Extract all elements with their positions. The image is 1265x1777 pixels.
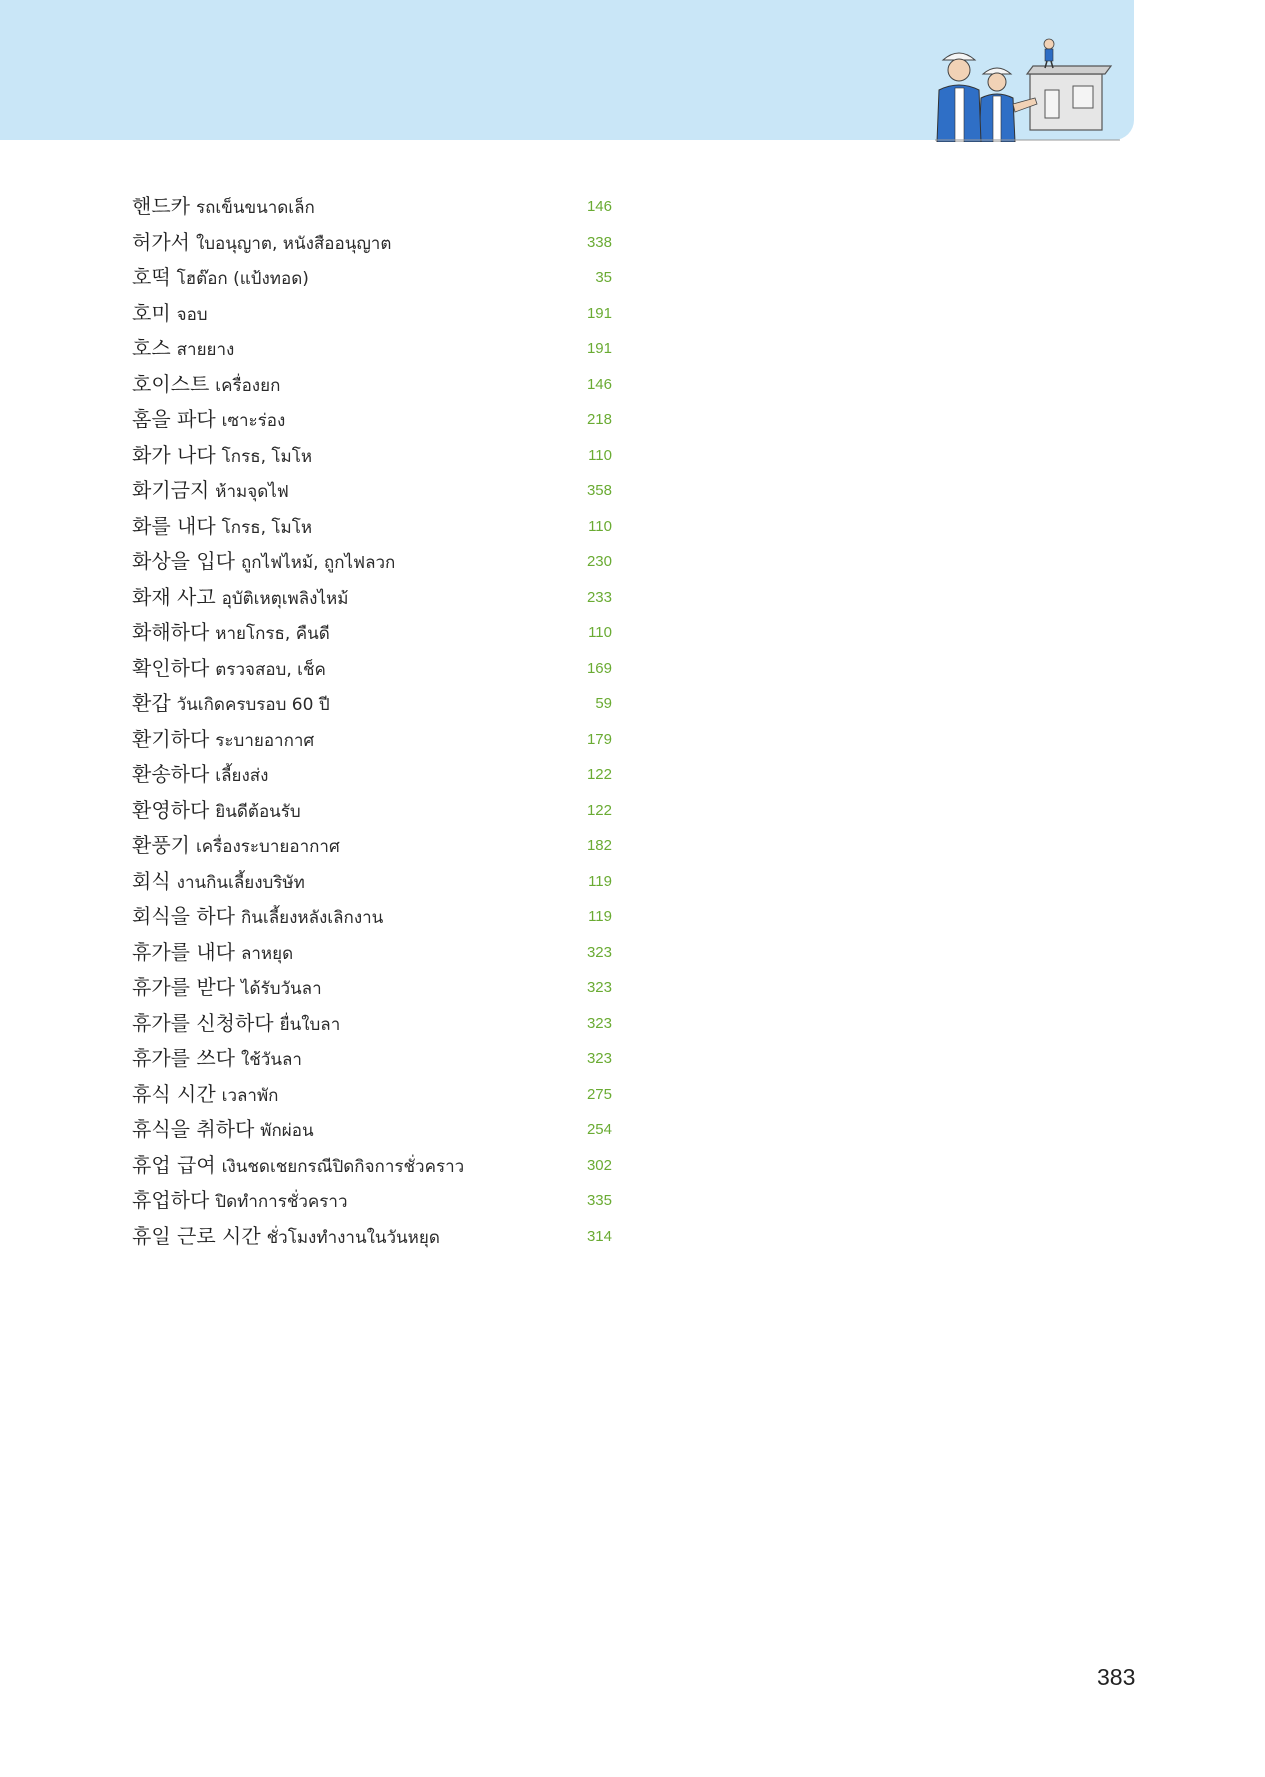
index-term bbox=[132, 585, 348, 609]
thai-translation: โกรธ, โมโห bbox=[221, 517, 313, 538]
page-reference: 323 bbox=[586, 1050, 612, 1067]
page-reference: 338 bbox=[586, 233, 612, 251]
page-reference: 119 bbox=[588, 872, 612, 890]
page-reference: 254 bbox=[586, 1121, 612, 1138]
korean-term: 호이스트 bbox=[132, 371, 210, 396]
page-reference: 275 bbox=[586, 1085, 612, 1103]
page-reference: 122 bbox=[586, 766, 612, 783]
korean-term: 환기하다 bbox=[132, 726, 210, 751]
thai-translation: ใช้วันลา bbox=[240, 1050, 302, 1070]
thai-translation: โกรธ, โมโห bbox=[221, 446, 313, 467]
index-entry bbox=[132, 509, 612, 545]
korean-term: 환갑 bbox=[132, 691, 171, 715]
page-number: 383 bbox=[1097, 1664, 1136, 1690]
thai-translation: กินเลี้ยงหลังเลิกงาน bbox=[240, 908, 384, 928]
page-reference: 323 bbox=[586, 979, 612, 996]
index-term bbox=[132, 798, 301, 822]
page-reference: 122 bbox=[586, 801, 612, 819]
index-entry bbox=[132, 331, 612, 367]
thai-translation: รถเข็นขนาดเล็ก bbox=[195, 198, 315, 218]
index-entry bbox=[132, 225, 612, 261]
thai-translation: เวลาพัก bbox=[221, 1085, 279, 1106]
index-entry bbox=[132, 296, 612, 332]
thai-translation: ใบอนุญาต, หนังสืออนุญาต bbox=[195, 233, 392, 254]
index-entry bbox=[132, 615, 612, 651]
korean-term: 홈을 파다 bbox=[132, 407, 216, 431]
page-reference: 302 bbox=[586, 1156, 612, 1174]
index-entry bbox=[132, 757, 612, 793]
korean-term: 휴가를 신청하다 bbox=[132, 1010, 274, 1035]
index-entry bbox=[132, 970, 612, 1006]
thai-translation: ได้รับวันลา bbox=[240, 979, 322, 999]
page-reference: 323 bbox=[586, 943, 612, 961]
thai-translation: เครื่องระบายอากาศ bbox=[195, 837, 340, 857]
korean-term: 휴식을 취하다 bbox=[132, 1117, 255, 1141]
index-entry bbox=[132, 473, 612, 509]
index-term bbox=[132, 265, 309, 289]
index-term bbox=[132, 1082, 278, 1106]
page-reference: 233 bbox=[586, 588, 612, 606]
index-term bbox=[132, 1188, 348, 1212]
index-entry bbox=[132, 402, 612, 438]
korean-term: 호떡 bbox=[132, 265, 171, 289]
index-term bbox=[132, 443, 312, 467]
thai-translation: ระบายอากาศ bbox=[215, 730, 315, 751]
thai-translation: เครื่องยก bbox=[215, 375, 281, 396]
thai-translation: งานกินเลี้ยงบริษัท bbox=[176, 872, 305, 893]
index-term bbox=[132, 514, 312, 538]
index-term bbox=[132, 336, 234, 360]
index-list bbox=[132, 189, 612, 1254]
korean-term: 화를 내다 bbox=[132, 513, 216, 538]
korean-term: 휴업 급여 bbox=[132, 1152, 216, 1177]
index-term bbox=[132, 620, 330, 644]
index-term bbox=[132, 762, 268, 786]
index-entry bbox=[132, 935, 612, 971]
index-entry bbox=[132, 367, 612, 403]
index-term bbox=[132, 1117, 314, 1141]
thai-translation: ปิดทำการชั่วคราว bbox=[215, 1192, 348, 1212]
index-term bbox=[132, 940, 293, 964]
korean-term: 환송하다 bbox=[132, 762, 210, 786]
index-entry bbox=[132, 1183, 612, 1219]
page-reference: 335 bbox=[586, 1192, 612, 1209]
index-entry bbox=[132, 260, 612, 296]
page-reference: 314 bbox=[586, 1227, 612, 1245]
korean-term: 휴가를 내다 bbox=[132, 939, 235, 964]
korean-term: 화재 사고 bbox=[132, 584, 216, 609]
index-term bbox=[132, 407, 285, 431]
index-term bbox=[132, 1011, 340, 1035]
korean-term: 휴일 근로 시간 bbox=[132, 1223, 261, 1248]
index-term bbox=[132, 869, 305, 893]
thai-translation: พักผ่อน bbox=[260, 1121, 314, 1141]
korean-term: 환풍기 bbox=[132, 833, 190, 857]
thai-translation: โฮต๊อก (แป้งทอด) bbox=[176, 269, 309, 289]
page-reference: 179 bbox=[586, 730, 612, 748]
index-term bbox=[132, 194, 315, 218]
thai-translation: หายโกรธ, คืนดี bbox=[215, 624, 330, 644]
korean-term: 환영하다 bbox=[132, 797, 210, 822]
index-entry bbox=[132, 651, 612, 687]
thai-translation: ห้ามจุดไฟ bbox=[215, 482, 289, 502]
index-entry bbox=[132, 722, 612, 758]
page-reference: 110 bbox=[588, 624, 612, 641]
index-term bbox=[132, 656, 326, 680]
korean-term: 핸드카 bbox=[132, 194, 190, 218]
index-entry bbox=[132, 1148, 612, 1184]
index-entry bbox=[132, 1006, 612, 1042]
page-reference: 59 bbox=[595, 695, 612, 712]
korean-term: 휴식 시간 bbox=[132, 1081, 216, 1106]
korean-term: 화기금지 bbox=[132, 478, 210, 502]
index-term bbox=[132, 301, 208, 325]
korean-term: 휴업하다 bbox=[132, 1188, 210, 1212]
index-entry bbox=[132, 438, 612, 474]
index-term bbox=[132, 727, 314, 751]
thai-translation: เงินชดเชยกรณีปิดกิจการชั่วคราว bbox=[221, 1156, 465, 1177]
page-reference: 182 bbox=[586, 837, 612, 854]
index-entry bbox=[132, 189, 612, 225]
page-reference: 230 bbox=[586, 553, 612, 570]
index-entry bbox=[132, 793, 612, 829]
page-reference: 191 bbox=[586, 340, 612, 357]
korean-term: 회식 bbox=[132, 868, 171, 893]
index-entry bbox=[132, 686, 612, 722]
page-reference: 110 bbox=[588, 517, 612, 535]
page-reference: 169 bbox=[586, 659, 612, 677]
page-reference: 146 bbox=[586, 198, 612, 215]
korean-term: 호미 bbox=[132, 300, 171, 325]
index-entry bbox=[132, 1041, 612, 1077]
index-entry bbox=[132, 544, 612, 580]
index-term bbox=[132, 549, 395, 573]
thai-translation: เซาะร่อง bbox=[221, 411, 286, 431]
index-term bbox=[132, 904, 383, 928]
thai-translation: สายยาง bbox=[176, 340, 235, 360]
index-term bbox=[132, 230, 391, 254]
thai-translation: ชั่วโมงทำงานในวันหยุด bbox=[266, 1227, 440, 1248]
korean-term: 화가 나다 bbox=[132, 442, 216, 467]
page-reference: 110 bbox=[588, 446, 612, 464]
index-entry bbox=[132, 899, 612, 935]
index-entry bbox=[132, 864, 612, 900]
index-term bbox=[132, 478, 289, 502]
index-entry bbox=[132, 828, 612, 864]
korean-term: 호스 bbox=[132, 336, 171, 360]
thai-translation: ยื่นใบลา bbox=[279, 1014, 341, 1035]
index-term bbox=[132, 1153, 464, 1177]
page-reference: 119 bbox=[588, 908, 612, 925]
thai-translation: วันเกิดครบรอบ 60 ปี bbox=[176, 695, 330, 715]
page-reference: 218 bbox=[586, 411, 612, 428]
index-entry bbox=[132, 1077, 612, 1113]
korean-term: 확인하다 bbox=[132, 655, 210, 680]
thai-translation: ยินดีต้อนรับ bbox=[215, 801, 301, 822]
index-entry bbox=[132, 1219, 612, 1255]
thai-translation: ถูกไฟไหม้, ถูกไฟลวก bbox=[240, 553, 396, 573]
thai-translation: จอบ bbox=[176, 304, 208, 325]
index-term bbox=[132, 833, 340, 857]
page-reference: 358 bbox=[586, 482, 612, 499]
korean-term: 회식을 하다 bbox=[132, 904, 235, 928]
page-reference: 323 bbox=[586, 1014, 612, 1032]
thai-translation: อุบัติเหตุเพลิงไหม้ bbox=[221, 588, 349, 609]
page-reference: 35 bbox=[595, 269, 612, 286]
index-entry bbox=[132, 1112, 612, 1148]
page-reference: 191 bbox=[586, 304, 612, 322]
index-term bbox=[132, 975, 322, 999]
korean-term: 허가서 bbox=[132, 229, 190, 254]
korean-term: 화해하다 bbox=[132, 620, 210, 644]
index-term bbox=[132, 372, 280, 396]
index-term bbox=[132, 1046, 302, 1070]
thai-translation: ลาหยุด bbox=[240, 943, 294, 964]
index-term bbox=[132, 1224, 440, 1248]
thai-translation: ตรวจสอบ, เช็ค bbox=[215, 659, 326, 680]
korean-term: 휴가를 쓰다 bbox=[132, 1046, 235, 1070]
thai-translation: เลี้ยงส่ง bbox=[215, 766, 269, 786]
index-entry bbox=[132, 580, 612, 616]
index-term bbox=[132, 691, 330, 715]
workers-illustration bbox=[935, 30, 1120, 142]
korean-term: 휴가를 받다 bbox=[132, 975, 235, 999]
korean-term: 화상을 입다 bbox=[132, 549, 235, 573]
page-reference: 146 bbox=[586, 375, 612, 393]
